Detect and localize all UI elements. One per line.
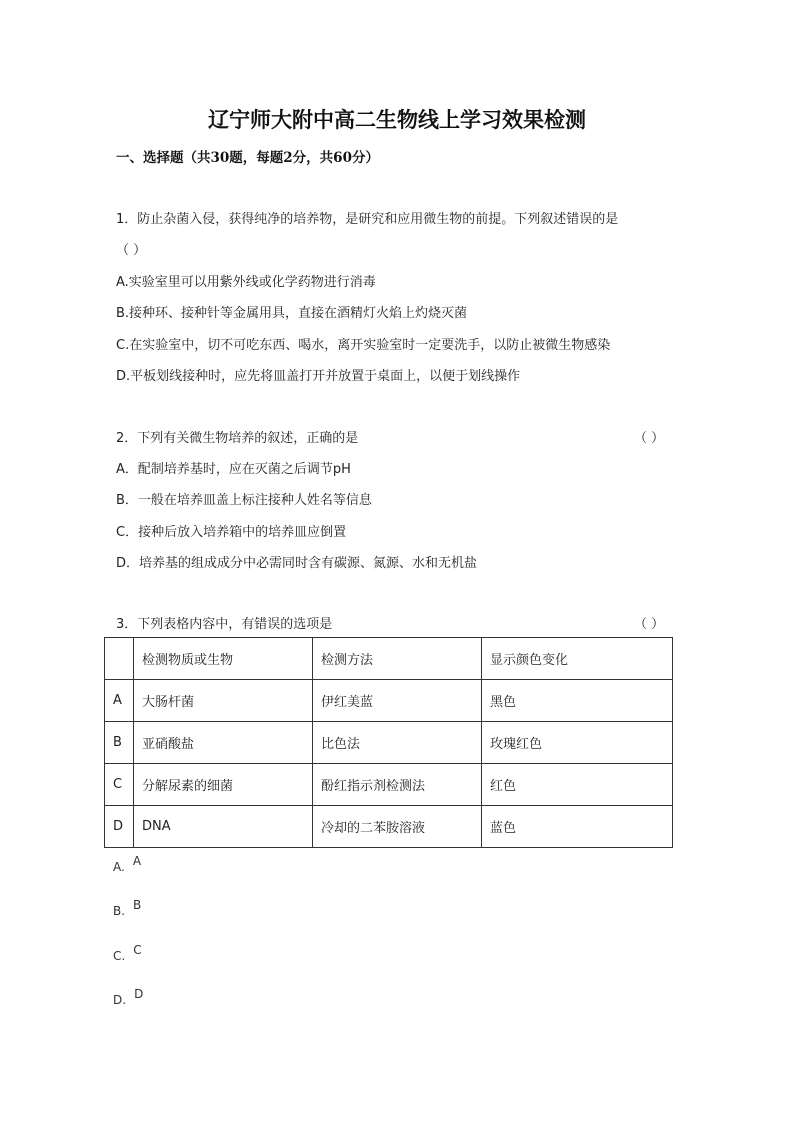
option-value: D bbox=[134, 987, 144, 1001]
table-header-cell: 检测方法 bbox=[313, 638, 482, 680]
table-row bbox=[105, 722, 673, 764]
q3-stem: 3．下列表格内容中，有错误的选项是 bbox=[116, 617, 333, 632]
q3-option-b bbox=[113, 898, 142, 918]
option-value: B bbox=[133, 898, 142, 912]
table-header-cell: 检测物质或生物 bbox=[134, 638, 313, 680]
option-value: C bbox=[133, 943, 142, 957]
q1-option-c: C.在实验室中，切不可吃东西、喝水，离开实验室时一定要洗手，以防止被微生物感染 bbox=[116, 338, 611, 353]
table-cell: 玫瑰红色 bbox=[482, 722, 673, 764]
q2-option-a: A．配制培养基时，应在灭菌之后调节pH bbox=[116, 462, 351, 477]
q3-option-a bbox=[113, 854, 142, 874]
section-heading: 一、选择题（共30题，每题2分，共60分） bbox=[116, 150, 379, 166]
table-row bbox=[105, 680, 673, 722]
table-cell: 红色 bbox=[482, 764, 673, 806]
table-cell: 黑色 bbox=[482, 680, 673, 722]
q2-option-c: C．接种后放入培养箱中的培养皿应倒置 bbox=[116, 525, 347, 540]
table-header-cell: 显示颜色变化 bbox=[482, 638, 673, 680]
option-value: A bbox=[132, 854, 142, 868]
q1-answer-paren: （ ） bbox=[116, 243, 147, 258]
table-cell: A bbox=[105, 680, 134, 722]
q3-table bbox=[104, 637, 673, 848]
option-label: D. bbox=[113, 993, 127, 1007]
table-header-row bbox=[105, 638, 673, 680]
q3-answer-paren: （ ） bbox=[634, 617, 665, 632]
table-row bbox=[105, 764, 673, 806]
q2-answer-paren: （ ） bbox=[634, 431, 665, 446]
table-cell: 亚硝酸盐 bbox=[134, 722, 313, 764]
q2-stem: 2．下列有关微生物培养的叙述，正确的是 bbox=[116, 431, 359, 446]
table-cell: D bbox=[105, 806, 134, 848]
table-cell: C bbox=[105, 764, 134, 806]
table-cell: 冷却的二苯胺溶液 bbox=[313, 806, 482, 848]
q1-option-d: D.平板划线接种时，应先将皿盖打开并放置于桌面上，以便于划线操作 bbox=[116, 369, 521, 384]
option-label: C. bbox=[113, 949, 126, 963]
page-title: 辽宁师大附中高二生物线上学习效果检测 bbox=[208, 107, 586, 132]
option-label: B. bbox=[113, 904, 126, 918]
q3-option-d bbox=[113, 987, 144, 1007]
table-cell: B bbox=[105, 722, 134, 764]
option-label: A. bbox=[113, 860, 125, 874]
table-cell: 分解尿素的细菌 bbox=[134, 764, 313, 806]
table-cell: DNA bbox=[134, 806, 313, 848]
table-cell: 比色法 bbox=[313, 722, 482, 764]
table-cell: 大肠杆菌 bbox=[134, 680, 313, 722]
q3-option-c bbox=[113, 943, 142, 963]
q1-option-b: B.接种环、接种针等金属用具，直接在酒精灯火焰上灼烧灭菌 bbox=[116, 306, 468, 321]
q1-option-a: A.实验室里可以用紫外线或化学药物进行消毒 bbox=[116, 275, 376, 290]
table-header-cell bbox=[105, 638, 134, 680]
table-row bbox=[105, 806, 673, 848]
table-cell: 伊红美蓝 bbox=[313, 680, 482, 722]
q1-stem: 1．防止杂菌入侵，获得纯净的培养物，是研究和应用微生物的前提。下列叙述错误的是 bbox=[116, 212, 619, 227]
q2-option-b: B．一般在培养皿盖上标注接种人姓名等信息 bbox=[116, 493, 372, 508]
table-cell: 酚红指示剂检测法 bbox=[313, 764, 482, 806]
q2-option-d: D．培养基的组成成分中必需同时含有碳源、氮源、水和无机盐 bbox=[116, 556, 478, 571]
table-cell: 蓝色 bbox=[482, 806, 673, 848]
